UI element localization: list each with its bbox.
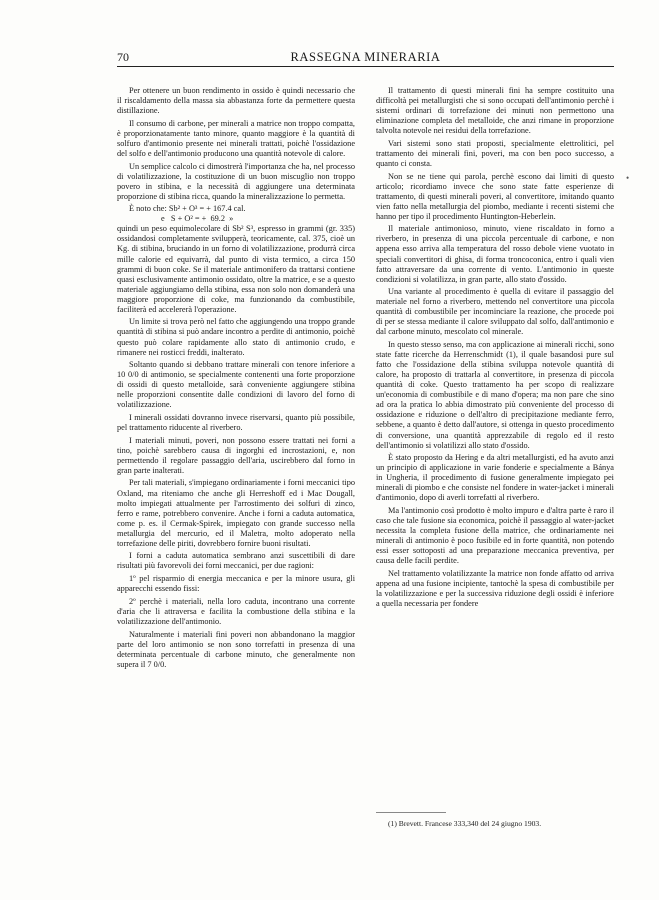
paragraph: I forni a caduta automatica sembrano anzi suscettibili di dare risultati più favorevoli dei forni meccanici, per due ragioni: — [117, 551, 355, 571]
margin-mark: • — [626, 173, 630, 183]
paragraph: quindi un peso equimolecolare di Sb² S³, espresso in grammi (gr. 335) ossidandosi completamente svilupperà, teoricamente, cal. 375, cioè un Kg. di stibina, bruciando in un forno di volatilizzazione, produrrà circa mille calorie ed equivarrà, dal punto di vista termico, a circa 150 grammi di buon coke. Se il materiale antimonifero da trattarsi contiene quasi esclusivamente antimonio ossidato, oltre la matrice, e se a questo materiale aggiungiamo della stibina, essa non solo non domanderà una maggiore proporzione di coke, ma funzionando da combustibile, faciliterà ed accelererà l'operazione. — [117, 224, 355, 314]
paragraph: 2º perchè i materiali, nella loro caduta, incontrano una corrente d'aria che li attraversa e facilita la combustione della stibina e la volatilizzazione dell'antimonio. — [117, 596, 355, 626]
paragraph: In questo stesso senso, ma con applicazione ai minerali ricchi, sono state fatte ricerche da Herrenschmidt (1), il quale basandosi pure sul fatto che l'ossidazione della stibina sviluppa notevole quantità di calore, ha proposto di trattarla al convertitore, in presenza di piccola quantità di coke. Questo trattamento ha per scopo di realizzare un'economia di combustibile e di mano d'opera; ma non pare che sino ad ora la pratica lo abbia dimostrato più conveniente del processo di ossidazione e riduzione o dell'altro di precipitazione mediante ferro, sebbene, a quanto è detto dall'autore, si ottenga in questo procedimento di conversione, una quantità apprezzabile di regolo ed il resto dell'antimonio si volatilizzi allo stato d'ossido. — [376, 340, 614, 450]
equation-line: e S + O² = + 69.2 » — [161, 214, 234, 224]
paragraph: Il trattamento di questi minerali fini ha sempre costituito una difficoltà pei metallurgisti che si sono occupati dell'antimonio perchè i sistemi ordinari di torrefazione dei minuti non permettono una eliminazione completa del metalloide, che anzi rimane in proporzione talvolta notevole nei residui della torrefazione. — [376, 86, 614, 136]
paragraph: Il materiale antimonioso, minuto, viene riscaldato in forno a riverbero, in presenza di una piccola percentuale di carbone, e non appena esso arriva alla temperatura del rosso debole viene vuotato in speciali convertitori di ghisa, di forma troncoconica, entro i quali vien fatto attraversare da una corrente di vento. L'antimonio in queste condizioni si volatilizza, in gran parte, allo stato d'ossido. — [376, 224, 614, 284]
paragraph: Nel trattamento volatilizzante la matrice non fonde affatto od arriva appena ad una fusione incipiente, tantochè la spesa di combustibile per la volatilizzazione e per la successiva riduzione degli ossidi è inferiore a quella necessaria per fondere — [376, 568, 614, 609]
paragraph: I minerali ossidati dovranno invece riservarsi, quanto più possibile, pel trattamento riducente al riverbero. — [117, 413, 355, 433]
left-column — [117, 86, 355, 672]
paragraph: Un semplice calcolo ci dimostrerà l'importanza che ha, nel processo di volatilizzazione, la costituzione di un buon miscuglio non troppo povero in stibina, e la necessità di aggiungere una determinata proporzione di stibina ricca, quando la mineralizzazione lo permetta. — [117, 161, 355, 201]
paragraph: 1º pel risparmio di energia meccanica e per la minore usura, gli apparecchi essendo fissi: — [117, 574, 355, 594]
paragraph: Soltanto quando si debbano trattare minerali con tenore inferiore a 10 0/0 di antimonio, se specialmente contenenti una forte proporzione di ossidi di questo metalloide, sarà conveniente aggiungere stibina nelle proporzioni consentite dalle condizioni di lavoro del forno di volatilizzazione. — [117, 360, 355, 410]
page-header — [117, 46, 614, 67]
paragraph: Ma l'antimonio così prodotto è molto impuro e d'altra parte è raro il caso che tale fusione sia economica, poichè il passaggio al water-jacket necessita la completa fusione della matrice, che ordinariamente nei minerali di antimonio è poco fusibile ed in forte quantità, non potendo essi esser sottoposti ad una preparazione meccanica preventiva, per causa delle facili perdite. — [376, 506, 614, 566]
paragraph: Non se ne tiene qui parola, perchè escono dai limiti di questo articolo; ricordiamo invece che sono state fatte esperienze di trattamento, di questi minerali poveri, al convertitore, imitando quanto vien fatto nella metallurgia del piombo, mediante i recenti sistemi che hanno per tipo il procedimento Huntington-Heberlein. — [376, 171, 614, 221]
paragraph: I materiali minuti, poveri, non possono essere trattati nei forni a tino, poichè sarebbero causa di ingorghi ed incrostazioni, e, non permettendo il regolare passaggio dell'aria, uscirebbero dal forno in gran parte inalterati. — [117, 435, 355, 475]
paragraph: Una variante al procedimento è quella di evitare il passaggio del materiale nel forno a riverbero, mettendo nel convertitore una piccola quantità di combustibile per incominciare la reazione, che procede poi di per se stessa mediante il calore sviluppato dal solfo, dall'antimonio e dal carbone minuto, mescolato col minerale. — [376, 287, 614, 337]
paragraph: Per tali materiali, s'impiegano ordinariamente i forni meccanici tipo Oxland, ma riteniamo che anche gli Herreshoff ed i Mac Dougall, molto impiegati attualmente per l'arrostimento dei solfuri di zinco, ferro e rame, potrebbero convenire. Anche i forni a caduta automatica, come p. es. il Cermak-Spirek, impiegato con grande successo nella metallurgia del mercurio, ed il Maletra, molto adoperato nella torrefazione delle piriti, dovrebbero fornire buoni risultati. — [117, 478, 355, 548]
paragraph: È stato proposto da Hering e da altri metallurgisti, ed ha avuto anzi un principio di applicazione in varie fonderie e specialmente a Bánya in Ungheria, il procedimento di fusione generalmente impiegato pei minerali di piombo e che consiste nel fondere in water-jacket i minerali d'antimonio, dopo di averli torrefatti al riverbero. — [376, 453, 614, 503]
paragraph: Per ottenere un buon rendimento in ossido è quindi necessario che il riscaldamento della massa sia abbastanza forte da permettere questa distillazione. — [117, 86, 355, 116]
footnote: (1) Brevett. Francese 333,340 del 24 giugno 1903. — [388, 819, 542, 828]
paragraph: Naturalmente i materiali fini poveri non abbandonano la maggior parte del loro antimonio se non sono torrefatti in presenza di una determinata percentuale di carbone minuto, che generalmente non supera il 7 0/0. — [117, 629, 355, 669]
equation-line: È noto che: Sb² + O³ = + 167.4 cal. — [129, 204, 246, 214]
running-title: RASSEGNA MINERARIA — [290, 50, 441, 64]
paragraph: Il consumo di carbone, per minerali a matrice non troppo compatta, è proporzionatamente tanto minore, quanto maggiore è la quantità di solfuro d'antimonio presente nei minerali trattati, poichè l'ossidazione del solfo e dell'antimonio producono una quantità notevole di calore. — [117, 118, 355, 158]
paragraph: Un limite si trova però nel fatto che aggiungendo una troppo grande quantità di stibina si può andare incontro a perdite di antimonio, poichè questo può colare rapidamente allo stato di antimonio crudo, e rimanere nei rosticci freddi, inalterato. — [117, 317, 355, 357]
paragraph: Vari sistemi sono stati proposti, specialmente elettrolitici, pel trattamento dei minerali fini, poveri, ma con ben poco successo, a quanto ci consta. — [376, 138, 614, 168]
page-number: 70 — [117, 50, 129, 64]
footnote-rule — [376, 812, 446, 813]
right-column — [376, 86, 614, 612]
